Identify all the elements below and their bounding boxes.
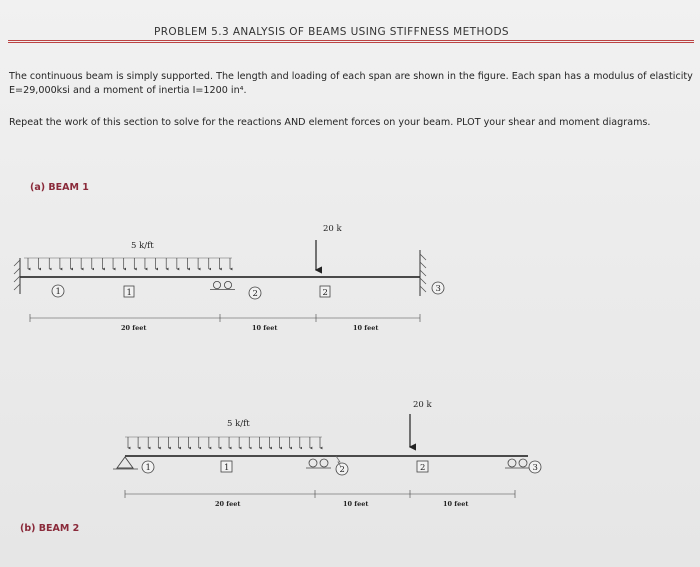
beam1-label: (a) BEAM 1 [30,182,89,193]
beam1-roller-support [210,281,235,289]
beam2-distributed-load [125,437,322,448]
beam2-diagram [113,400,541,508]
svg-text:2: 2 [252,289,258,299]
svg-text:2: 2 [339,465,345,475]
svg-text:2: 2 [420,463,426,473]
beam2-dist-load-label: 5 k/ft [227,419,250,429]
svg-text:1: 1 [224,463,230,473]
beam2-dimension-line [125,490,515,498]
problem-instructions: Repeat the work of this section to solve for the reactions AND element forces on your beam. PLOT your shear and moment diagrams. [9,117,651,128]
beam1-dim-1: 20 feet [121,324,147,332]
beam2-dim-2: 10 feet [343,500,369,508]
beam1-dim-2: 10 feet [252,324,278,332]
beam2-element-2 [417,461,428,473]
beam2-point-load-label: 20 k [413,400,432,410]
beam1-fixed-support [14,258,20,294]
svg-text:1: 1 [145,463,151,473]
problem-statement: The continuous beam is simply supported. The length and loading of each span are shown in the figure. Each span has a modulus of elasticity E=29,000ksi and a moment of inertia I=1200 in⁴. [9,71,693,96]
beam1-dist-load-label: 5 k/ft [131,241,154,251]
beam1-distributed-load [24,258,232,269]
svg-text:1: 1 [126,288,132,298]
beam1-dimension-line [30,314,420,322]
beam1-dim-3: 10 feet [353,324,379,332]
beam2-dim-1: 20 feet [215,500,241,508]
svg-text:3: 3 [532,463,538,473]
svg-text:2: 2 [322,288,328,298]
beam2-node-3 [529,461,541,473]
beam2-roller-support-right [505,459,530,468]
beam2-pin-support [113,457,138,469]
beam1-diagram [14,224,444,332]
beam2-label: (b) BEAM 2 [20,523,80,534]
beam2-roller-support-middle [306,459,331,468]
beam1-fixed-support-right [420,250,426,296]
beam1-element-1 [124,286,134,298]
beam1-node-1 [52,285,64,297]
beam2-node-1 [142,461,154,473]
page-title: PROBLEM 5.3 ANALYSIS OF BEAMS USING STIFFNESS METHODS [154,26,509,38]
svg-text:3: 3 [435,284,441,294]
beam2-element-1 [221,461,232,473]
beam1-node-2 [249,287,261,299]
beam1-node-3 [432,282,444,294]
beam2-dim-3: 10 feet [443,500,469,508]
svg-text:1: 1 [55,287,61,297]
beam1-element-2 [320,286,330,298]
beam2-node-2 [336,456,348,475]
beam1-point-load-label: 20 k [323,224,342,234]
